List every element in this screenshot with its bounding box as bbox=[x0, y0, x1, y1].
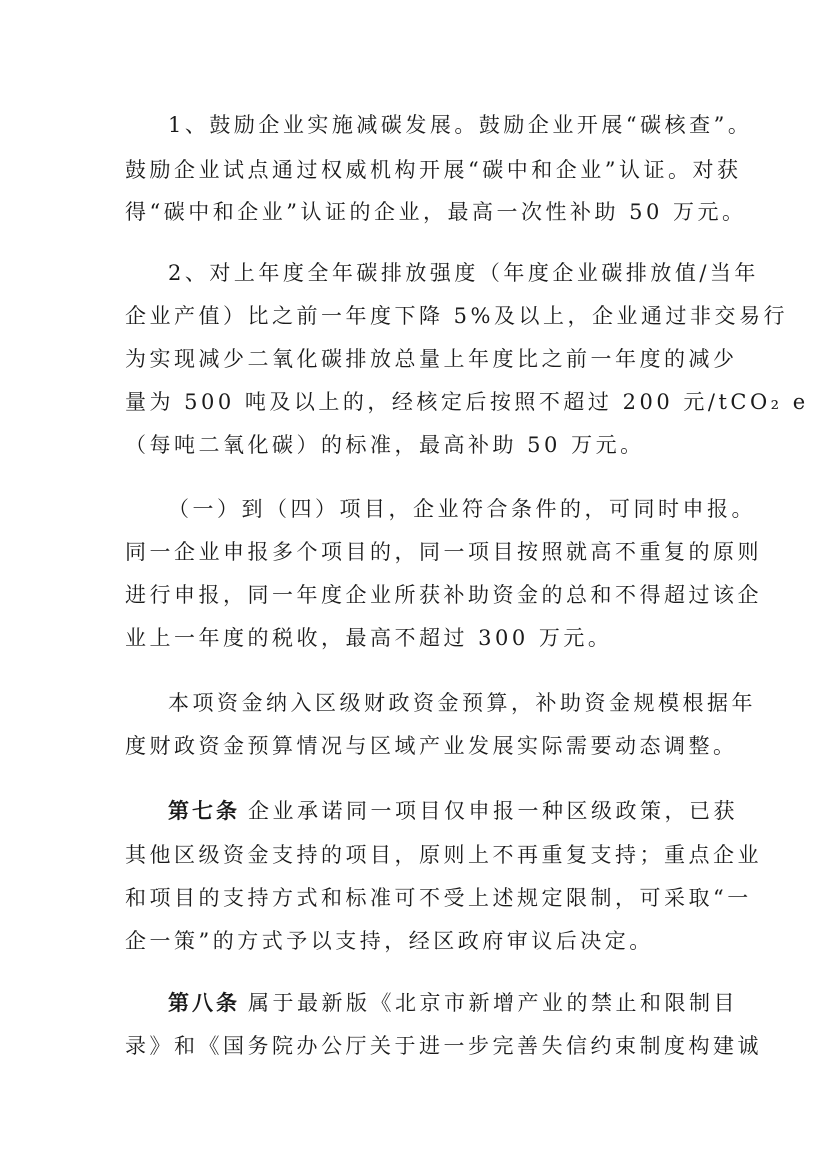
text-line: 和项目的支持方式和标准可不受上述规定限制，可采取“一 bbox=[125, 886, 752, 910]
text-line: 度财政资金预算情况与区域产业发展实际需要动态调整。 bbox=[125, 734, 738, 758]
text-line: 1、鼓励企业实施减碳发展。鼓励企业开展“碳核查”。 bbox=[168, 113, 753, 137]
article-first-line bbox=[168, 796, 738, 826]
text-line: 本项资金纳入区级财政资金预算，补助资金规模根据年 bbox=[168, 691, 756, 715]
text-line: （每吨二氧化碳）的标准，最高补助 50 万元。 bbox=[125, 433, 645, 457]
text-line: 其他区级资金支持的项目，原则上不再重复支持；重点企业 bbox=[125, 843, 762, 867]
text-line: 业上一年度的税收，最高不超过 300 万元。 bbox=[125, 626, 613, 650]
text-line: 企一策”的方式予以支持，经区政府审议后决定。 bbox=[125, 929, 654, 953]
text-line: （一）到（四）项目，企业符合条件的，可同时申报。 bbox=[168, 497, 756, 521]
text-line: 2、对上年度全年碳排放强度（年度企业碳排放值/当年 bbox=[168, 261, 759, 285]
text-line: 鼓励企业试点通过权威机构开展“碳中和企业”认证。对获 bbox=[125, 158, 742, 182]
article-first-line bbox=[168, 988, 738, 1018]
article-text: 企业承诺同一项目仅申报一种区级政策，已获 bbox=[248, 799, 738, 823]
text-line: 同一企业申报多个项目的，同一项目按照就高不重复的原则 bbox=[125, 540, 762, 564]
article-heading: 第八条 bbox=[168, 990, 240, 1015]
text-line: 企业产值）比之前一年度下降 5%及以上，企业通过非交易行 bbox=[125, 304, 788, 328]
article-heading: 第七条 bbox=[168, 798, 240, 823]
text-line: 量为 500 吨及以上的，经核定后按照不超过 200 元/tCO₂ e bbox=[125, 390, 809, 414]
text-line: 进行申报，同一年度企业所获补助资金的总和不得超过该企 bbox=[125, 583, 762, 607]
article-text: 属于最新版《北京市新增产业的禁止和限制目 bbox=[248, 991, 738, 1015]
text-line: 录》和《国务院办公厅关于进一步完善失信约束制度构建诚 bbox=[125, 1034, 762, 1058]
text-line: 得“碳中和企业”认证的企业，最高一次性补助 50 万元。 bbox=[125, 200, 747, 224]
text-line: 为实现减少二氧化碳排放总量上年度比之前一年度的减少 bbox=[125, 347, 738, 371]
